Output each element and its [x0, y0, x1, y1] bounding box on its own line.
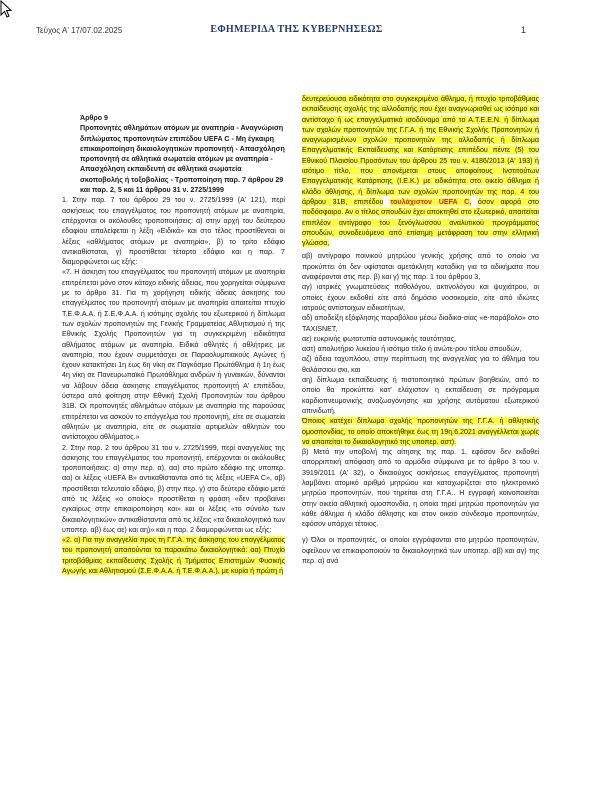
item-az: αζ) άδεια ταχυπλόου, στην περίπτωση της αναγγελίας για το άθλημα του θαλάσσιου σκι, και — [302, 355, 539, 374]
highlighted-diploma-note: Όποιος κατέχει δίπλωμα σχολής προπονητών της Γ.Γ.Α. ή αθλητικής ομοσπονδίας, το οποίο αποκτήθηκε έως τη 19η.6.2021 αναγγέλλεται χωρίς να απαιτείται το δικαιολογητικό της υποπερ. αστ). — [302, 417, 539, 446]
page-number: 1 — [521, 25, 527, 35]
uefa-c-red-text: τουλάχιστον UEFA C, — [390, 197, 472, 206]
paragraph-c: γ) Όλοι οι προπονητές, οι οποίοι εγγράφονται στο μητρώο προπονητών, οφείλουν να επικαιροποιούν τα δικαιολογητικά των υποπερ. αβ) και αγ) της περ. α) ανά — [302, 536, 539, 566]
highlighted-qualification-text: δευτερεύουσα ειδικότητα στο συγκεκριμένο άθλημα, ή πτυχίο τριτοβάθμιας εκπαίδευσης σχολής της αλλοδαπής που έχει αναγνωρισθεί ως ισότιμο και αντίστοιχο ή ως επαγγελματικά ισοδύναμο από το Α.Τ.Ε.Ε.Ν. ή δίπλωμα των σχολών προπονητών της Γ.Γ.Α. ή της Εθνικής Σχολής Προπονητών ή αναγνωρισμένων σχολών προπονητών της αλλοδαπής ή δίπλωμα Επαγγελματικής Εκπαίδευσης και Κατάρτισης επιπέδου πέντε (5) του Εθνικού Πλαισίου Προσόντων του άρθρου 25 του ν. 4186/2013 (Α' 193) ή ισότιμο τίτλο, που απονέμεται στους αποφοίτους Ινστιτούτων Επαγγελματικής Κατάρτισης (Ι.Ε.Κ.) με ειδικότητα στο οικείο άθλημα ή κλάδο άθλησης, ή δίπλωμα των σχολών προπονητών της παρ. 4 του άρθρου 31Β, επιπέδου — [302, 95, 539, 206]
paragraph-3: 2. Στην παρ. 2 του άρθρου 31 του ν. 2725/1999, περί αναγγελίας της άσκησης του επαγγέλματος του προπονητή, επέρχονται οι ακόλουθες τροποποιήσεις: α) στην περ. α), αα) στο πρώτο εδάφιο της υποπερ. αα) οι λέξεις «UEFA B» αντικαθίστανται από τις λέξεις «UEFA C», αβ) προστίθεται τελευταίο εδάφιο, β) στην περ. γ) στο δεύτερο εδάφιο μετά από τις λέξεις «ο οποίος» προστίθεται η φράση «δεν προβαίνει εγκαίρως στην επικαιροποίηση και» και οι λέξεις «το σύνολο των δικαιολογητικών» αντικαθίστανται από τις λέξεις «τα δικαιολογητικά των υποπερ. αβ) έως αε) και αη)» και η παρ. 2 διαμορφώνεται ως εξής: — [62, 443, 285, 534]
paragraph-2: «7. Η άσκηση του επαγγέλματος του προπονητή ατόμων με αναπηρία επιτρέπεται μόνο στον κάτοχο ειδικής άδειας, που χορηγείται σύμφωνα με το άρθρο 31. Για τη χορήγηση ειδικής άδειας άσκησης του επαγγέλματος του προπονητή ατόμων με αναπηρία απαιτείται πτυχίο Τ.Ε.Φ.Α.Α. ή Σ.Ε.Φ.Α.Α. ή ισότιμης σχολής του εξωτερικού ή δίπλωμα των σχολών προπονητών της Γενικής Γραμματείας Αθλητισμού ή της Εθνικής Σχολής Προπονητών για τη συγκεκριμένη ειδικότητα αθλήματος ατόμων με αναπηρία. Ειδικά αθλητές ή αθλήτριες με αναπηρία, που έχουν συμμετάσχει σε Παραολυμπιακούς Αγώνες ή έχουν κατακτήσει 1η έως 6η νίκη σε Παγκόσμιο Πρωτάθλημα ή 1η έως 4η νίκη σε Πανευρωπαϊκό Πρωτάθλημα ανδρών ή γυναικών, δύνανται να λάβουν άδεια άσκησης επαγγέλματος προπονητή Α' επιπέδου, ύστερα από φοίτηση στην Εθνική Σχολή Προπονητών του άρθρου 31Β. Οι προπονητές αθλημάτων ατόμων με αναπηρία της παρούσας επιτρέπεται να ασκούν το επάγγελμα του προπονητή, είτε σε σωματεία αθλητών με αναπηρία, είτε σε σωματεία αρτιμελών αθλητών του αντίστοιχου αθλήματος.» — [62, 268, 285, 442]
item-ag: αγ) ιατρικές γνωματεύσεις παθολόγου, ακτινολόγου και ψυχιάτρου, οι οποίες έχουν εκδοθεί είτε από δημόσιο νοσοκομείο, είτε από ιδιώτες ιατρούς αντίστοιχων ειδικοτήτων, — [302, 283, 539, 312]
item-ad: αδ) αποδείξη εξόφλησης παραβόλου μέσω διαδικα-σίας «e-παράβολο» στο TAXISNET, — [302, 314, 539, 333]
mouse-pointer-icon — [0, 0, 12, 18]
item-ast: αστ) απολυτήριο λυκείου ή ισότιμο τίτλο ή ανώτε-ρου τίτλου σπουδών, — [302, 345, 522, 354]
item-ah: αη) δίπλωμα εκπαίδευσης ή πιστοποιητικό πρώτων βοηθειών, από το οποίο θα προκύπτει κατ' ελάχιστον η εκπαίδευση σε πρόγραμμα καρδιοπνευμονικής αναζωογόνησης και χρήσης αυτόματου εξωτερικού απινιδωτή. — [302, 376, 539, 415]
left-column — [62, 113, 285, 576]
right-column — [302, 94, 539, 566]
item-ab: αβ) αντίγραφο ποινικού μητρώου γενικής χρήσης από το οποίο να προκύπτει ότι δεν υφίσταται αμετάκλητη καταδίκη για τα αδικήματα που αναφέρονται στις περ. β) και γ) της παρ. 1 του άρθρου 3, — [302, 252, 539, 282]
article-heading: Προπονητές αθλημάτων ατόμων με αναπηρία - Αναγνώριση διπλώματος προπονητών επιπέδου UEFA C - Μη έγκαιρη επικαιροποίηση δικαιολογητικών προπονητή - Απασχόληση προπονητή σε αθλητικά σωματεία ατόμων με αναπηρία - Απασχόληση εκπαιδευτή σε αθλητικά σωματεία σκοποβολής ή τοξοβολίας - Τροποποίηση παρ. 7 άρθρου 29 και παρ. 2, 5 και 11 άρθρου 31 ν. 2725/1999 — [80, 124, 285, 195]
item-ae: αε) ευκρινής φωτοτυπία αστυνομικής ταυτότητας, — [302, 334, 456, 343]
highlighted-foreign-degree-text: όσον αφορά στο ποδόσφαιρο. Αν ο τίτλος σπουδών έχει αποκτηθεί στο εξωτερικό, απαιτείται επιπλέον αντίγραφο του ξενόγλωσσου αναλυτικού προγράμματος σπουδών, συνοδευόμενο από επίσημη μετάφραση του στην ελληνική γλώσσα, — [302, 197, 539, 248]
highlighted-paragraph-4: «2. α) Για την αναγγελία προς τη Γ.Γ.Α. της άσκησης του επαγγέλματος του προπονητή απαιτούνται τα παρακάτω δικαιολογητικά: αα) Πτυχίο τριτοβάθμιας εκπαίδευσης Σχολής ή Τμήματος Επιστημών Φυσικής Αγωγής και Αθλητισμού (Σ.Ε.Φ.Α.Α. ή Τ.Ε.Φ.Α.Α.), με κυρία ή πρώτη ή — [62, 536, 285, 576]
paragraph-1: 1. Στην παρ. 7 του άρθρου 29 του ν. 2725/1999 (Α' 121), περί ασκήσεως του επαγγέλματος του προπονητή ατόμων με αναπηρία, επέρχονται οι ακόλουθες τροποποιήσεις: α) στην αρχή του δεύτερου εδαφίου απαλείφεται η λέξη «Ειδικά» και στο τέλος προστίθενται οι λέξεις «αθλήματος ατόμων με αναπηρία», β) το τρίτο εδάφιο αντικαθίσταται, γ) προστίθεται τέταρτο εδάφιο και η παρ. 7 διαμορφώνεται ως εξής: — [62, 196, 285, 267]
gazette-title: ΕΦΗΜΕΡΙΔΑ ΤΗΣ ΚΥΒΕΡΝΗΣΕΩΣ — [210, 24, 383, 35]
paragraph-b: β) Μετά την υποβολή της αίτησης της παρ. 1, εφόσον δεν εκδοθεί απορριπτική απόφαση από το αρμόδιο σύμφωνα με το άρθρο 3 του ν. 3919/2011 (Α' 32), ο δικαιούχος ασκήσεως επαγγέλματος προπονητή λαμβάνει ατομικό αριθμό μητρώου και καταχωρίζεται στο ηλεκτρονικό μητρώο προπονητών, που τηρείται στη Γ.Γ.Α.. Η εγγραφή κοινοποιείται στην οικεία αθλητική ομοσπονδία, η οποία τηρεί μητρώο προπονητών για κάθε άθλημα ή κλάδο άθλησης και στον οικείο σύνδεσμο προπονητών, εφόσον υπάρχει τέτοιος. — [302, 448, 539, 529]
issue-label: Τεύχος Α' 17/07.02.2025 — [36, 26, 123, 35]
article-title: Άρθρο 9 — [80, 114, 108, 122]
